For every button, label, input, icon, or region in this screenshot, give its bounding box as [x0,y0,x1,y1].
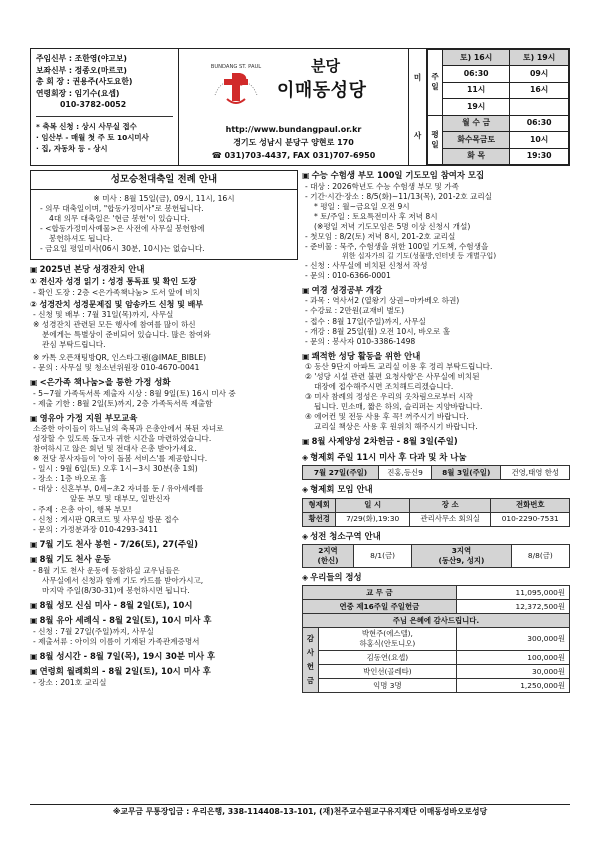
table-row [303,545,570,568]
feast-line: - 의무 대축일이며, "합동가정미사"로 봉헌됩니다. [40,204,204,214]
table-cell: 2지역 (한신) [303,545,354,568]
july-prayer-heading: ▣ 7월 기도 천사 봉헌 - 7/26(토), 27(주일) [30,538,198,549]
table-cell: 8/8(금) [511,545,569,568]
website-url[interactable]: http://www.bundangpaul.or.kr [225,125,362,134]
mass-time [510,99,569,115]
mass-time: 19시 [443,99,510,115]
summer-bible-line: - 문의 : 봉사자 010-3386-1498 [305,336,416,346]
mass-time: 토) 16시 [443,50,510,66]
address: 경기도 성남시 분당구 양현로 170 [233,138,354,147]
angel-line: 사무실에서 신청과 함께 기도 카드를 받아가시고, [42,575,204,585]
bible-line: 분에게는 특별상이 준비되어 있습니다. 많은 참여와 [42,330,211,340]
right-column [302,170,570,776]
exam-line: * 평일 : 월~금요일 오전 9시 [314,201,410,211]
exam-line: - 첫모임 : 8/2(토) 저녁 8시, 201-2호 교리실 [305,231,456,241]
table-header-row [303,498,570,512]
bible-line: ※ 카톡 오픈채팅방QR, 인스타그램(@IMAE_BIBLE) [33,353,207,363]
square-icon: ▣ [302,285,310,295]
holy-hour-heading: ▣ 8월 성시간 - 8월 7일(목), 19시 30분 미사 후 [30,650,216,661]
mass-time: 토) 19시 [510,50,569,66]
clean-line: ① 동산 9단지 아파트 교리실 이용 후 정리 부탁드립니다. [305,362,493,372]
donor-name: 익명 3명 [319,679,457,693]
table-cell: 7/29(화),19:30 [336,512,410,526]
aug-angel-heading: ▣ 8월 기도 천사 운동 [30,554,111,565]
donor-amount: 30,000원 [456,665,569,679]
staff-funeral: 연령회장 : 임기수(요셉) [36,88,120,98]
square-icon: ▣ [302,351,310,361]
bulletin-page [30,48,570,818]
parish-logo [205,55,267,117]
angel-line: - 8월 기도 천사 운동에 동참하실 교우님들은 [33,565,180,575]
table-cell: 8/1(금) [353,545,411,568]
donor-amount: 100,000원 [456,651,569,665]
cleaning-heading: ◈ 성전 청소구역 안내 [302,530,381,541]
parish-title: 이매동성당 [277,80,367,101]
square-icon: ▣ [302,437,310,447]
logo-text: BUNDANG ST. PAUL [210,64,262,70]
infant-line: 성장할 수 있도록 돕고자 귀한 시간을 마련하였습니다. [33,434,212,444]
mass-time: 19:30 [510,148,569,164]
tea-heading: ◈ 형제회 주일 11시 미사 후 다과 및 차 나눔 [302,451,467,462]
exam-line: * 토/주일 : 토요특전미사 후 저녁 8시 [314,211,438,221]
table-row [303,614,570,628]
left-notices [30,264,298,688]
table-cell: 건영,태영 한성 [501,466,570,480]
table-cell: 3지역 (동산9, 성지) [412,545,511,568]
bible-line: - 문의 : 사무실 및 청소년위원장 010-4670-0041 [33,363,200,373]
mass-label [409,49,427,165]
feast-title: 성모승천대축일 전례 안내 [31,174,297,190]
clean-line: 됩니다. 민소매, 짧은 하의, 슬리퍼는 지양바랍니다. [314,402,483,412]
infant-line: 앞둔 부모 및 대부모, 일반신자 [70,494,171,504]
feast-line: ※ 미사 : 8월 15일(금), 09시, 11시, 16시 [93,194,235,204]
table-row [303,466,570,480]
square-icon: ▣ [302,171,310,180]
exam-line: (※평일 저녁 기도모임은 5명 이상 신청시 개설) [314,221,471,231]
exam-line: 위한 십자가의 길 기도(성물방,인터넷 등 개별구입) [342,251,497,260]
blessing-line: * 축복 신청 : 상시 사무실 접수 [36,121,137,131]
cleaning-table [302,544,570,568]
mass-day: 화 목 [443,148,510,164]
square-icon: ▣ [30,264,38,274]
mass-time: 11시 [443,82,510,98]
table-cell: 교 무 금 [303,586,457,600]
exam-line: - 신청 : 사무실에 비치된 신청서 작성 [305,260,428,270]
infant-baptism-heading: ▣ 8월 유아 세례식 - 8월 2일(토), 10시 미사 후 [30,615,212,626]
baptism-line: - 신청 : 7월 27일(주일)까지, 사무실 [33,626,154,636]
bible-line: 관심 부탁드립니다. [42,340,106,350]
sunday-label: 주 일 [428,50,443,116]
table-row [303,628,570,651]
mass-table [427,49,569,165]
table-row [303,665,570,679]
angel-line: 마지막 주일(8/30-31)에 봉헌하시면 됩니다. [42,585,190,595]
infant-line: 소중한 아이들이 하느님의 축복과 은총안에서 복된 자녀로 [33,424,224,434]
parish-title-top: 분당 [311,57,340,75]
bible-line: ※ 성경잔치 관련된 모든 행사에 참여를 많이 하신 [33,320,196,330]
table-header: 장 소 [409,498,491,512]
table-cell: 010-2290-7531 [491,512,570,526]
summer-bible-line: - 수강료 : 2만원(교재비 별도) [305,306,405,316]
clean-line: 대장에 접수해주시면 조치해드리겠습니다. [314,382,454,392]
square-icon: ▣ [30,667,38,677]
feast-line: - <합동가정미사예물>은 사전에 사무실 봉헌함에 [40,224,205,234]
infant-education-heading: ▣ 영유아 가정 지원 부모교육 [30,412,138,423]
blessing-notice [36,116,173,154]
feast-line: - 금요일 평일미사(06시 30분, 10시)는 없습니다. [40,244,205,254]
brand-block [179,49,409,165]
clean-line: ④ 에어컨 및 전등 사용 후 꼭! 꺼주시기 바랍니다. [305,412,469,422]
mass-time: 16시 [510,82,569,98]
infant-line: - 장소 : 1층 바오로 홀 [33,474,107,484]
diamond-icon: ◈ [302,572,309,582]
exam-line: - 문의 : 010-6366-0001 [305,270,391,280]
bookshare-line: - 제출 기한 : 8월 2일(토)까지, 2층 가족독서록 제출함 [33,398,213,408]
telephone [179,151,408,162]
footer-bank-info: ※교무금 무통장입금 : 우리은행, 338-114408-13-101, (재)천주교수원교구유지재단 이매동성바오로성당 [30,804,570,818]
memorial-line: - 장소 : 201호 교리실 [33,677,107,687]
weekday-label: 평 일 [428,115,443,164]
donor-amount: 300,000원 [456,628,569,651]
exam-line: - 준비물 : 묵주, 수험생을 위한 100일 기도책, 수험생을 [305,241,489,251]
feast-line: 4대 의무 대축일은 '현금 봉헌'이 있습니다. [49,214,190,224]
square-icon: ▣ [30,555,38,565]
telephone-text: 031)703-4437, FAX 031)707-6950 [224,151,376,160]
infant-line: - 일시 : 9월 6일(토) 오후 1시~3시 30분(총 1회) [33,464,198,474]
square-icon: ▣ [30,600,38,610]
meeting-heading: ◈ 형제회 모임 안내 [302,484,373,495]
table-cell: 12,372,500원 [456,600,569,614]
table-row [303,679,570,693]
bookshare-line: - 5~7월 가족독서록 제출자 시상 : 8월 9일(토) 16시 미사 중 [33,388,236,398]
mass-time: 06:30 [510,115,569,131]
donor-amount: 1,250,000원 [456,679,569,693]
blessing-line: · 집, 자동차 등 - 상시 [36,143,108,153]
table-row [303,512,570,526]
blessing-line: · 임산부 - 매월 첫 주 토 10시미사 [36,132,149,142]
table-cell: 관리사무소 회의실 [409,512,491,526]
clean-heading: ▣ 쾌적한 성당 활동을 위한 안내 [302,350,421,361]
staff-info [31,49,179,165]
diamond-icon: ◈ [302,452,309,462]
table-header: 형제회 [303,498,336,512]
left-column [30,170,298,776]
table-cell: 7월 27일(주일) [303,466,379,480]
bible-line: - 확인 도장 : 2층 <은가족책나눔> 도서 앞에 비치 [33,287,200,297]
staff-assistant: 보좌신부 : 정종오(마르코) [36,65,127,75]
exam-line: - 기간·시간·장소 : 8/5(화)~11/13(목), 201-2호 교리실 [305,191,493,201]
diamond-icon: ◈ [302,531,309,541]
table-row [303,586,570,600]
diamond-icon: ◈ [302,485,309,495]
phone-icon: ☎ [211,151,225,160]
mass-day: 월 수 금 [443,115,510,131]
content-columns [30,170,570,776]
table-cell: 황선경 [303,512,336,526]
table-row [303,600,570,614]
infant-line: - 신청 : 게시판 QR코드 및 사무실 방문 접수 [33,514,179,524]
staff-pastor: 주임신부 : 조한영(야고보) [36,54,127,63]
donor-name: 김동연(요셉) [319,651,457,665]
square-icon: ▣ [30,413,38,423]
mass-schedule [409,49,569,165]
meeting-table [302,498,570,527]
table-header: 일 시 [336,498,410,512]
infant-line: - 주제 : 은총 아이, 행복 부모! [33,504,132,514]
table-cell: 11,095,000원 [456,586,569,600]
baptism-line: - 제출서류 : 아이의 이름이 기재된 가족관계증명서 [33,636,200,646]
mass-time: 06:30 [443,66,510,82]
summer-bible-line: - 과목 : 역사서2 (열왕기 상권~마카베오 하권) [305,296,460,306]
mass-time: 10시 [510,132,569,148]
infant-line: 참여하시고 않은 회년 및 전대사 은총 받아가세요. [33,444,197,454]
table-cell: 진홍,등신9 [379,466,432,480]
finance-heading: ◈ 우리들의 정성 [302,571,362,582]
mass-label-char: 사 [413,130,422,140]
feast-line: 봉헌하셔도 됩니다. [49,234,113,244]
donor-name: 박인선(골레타) [319,665,457,679]
second-collection-heading: ▣ 8월 사제양성 2차헌금 - 8월 3일(주일) [302,436,458,447]
thanks-cell: 주님 은혜에 감사드립니다. [303,614,570,628]
exam-heading: ▣ 수능 수험생 부모 100일 기도모임 참여자 모집 [302,170,485,180]
summer-bible-line: - 접수 : 8월 17일(주일)까지, 사무실 [305,316,426,326]
square-icon: ▣ [30,539,38,549]
mass-day: 화수목금토 [443,132,510,148]
square-icon: ▣ [30,616,38,626]
bible-step: ① 전신자 성경 읽기 : 성경 통독표 및 확인 도장 [30,277,197,287]
bible-step: ② 성경잔치 성경문제집 및 암송카드 신청 및 배부 [30,299,204,309]
bookshare-heading: ▣ <은가족 책나눔>을 통한 가정 성화 [30,377,171,388]
square-icon: ▣ [30,651,38,661]
heart-mass-heading: ▣ 8월 성모 신심 미사 - 8월 2일(토), 10시 [30,599,193,610]
exam-line: - 대상 : 2026학년도 수능 수험생 부모 및 가족 [305,181,459,191]
staff-president: 총 회 장 : 권용주(사도요한) [36,77,133,87]
staff-phone: 010-3782-0052 [60,100,127,110]
summer-bible-heading: ▣ 여경 성경공부 개강 [302,284,383,295]
infant-line: ※ 전당 봉사자들이 '아이 돌봄 서비스'를 제공합니다. [33,454,208,464]
square-icon: ▣ [30,378,38,388]
clean-line: ③ 미사 참례의 정성은 우리의 옷차림으로부터 시작 [305,392,473,402]
header [30,48,570,166]
feast-box [30,170,298,260]
table-cell: 연중 제16주일 주일헌금 [303,600,457,614]
tea-table [302,465,570,480]
infant-line: - 대상 : 신혼부부, 0세~초2 자녀를 둔 / 유아세례를 [33,484,204,494]
bible-line: - 신청 및 배부 : 7월 31일(목)까지, 사무실 [33,310,174,320]
table-cell: 8월 3일(주일) [432,466,501,480]
bible-festival-heading: ▣ 2025년 본당 성경잔치 안내 [30,263,145,274]
table-row [303,651,570,665]
clean-line: ② '성당 시설 관련 불편 요청사항'은 사무실에 비치된 [305,372,480,382]
finance-table [302,585,570,693]
mass-label-char: 미 [413,72,422,82]
donation-label: 감 사 헌 금 [303,628,319,693]
mass-time: 09시 [510,66,569,82]
summer-bible-line: - 개강 : 8월 25일(월) 오전 10시, 바오로 홀 [305,326,451,336]
clean-line: 교리실 책상은 사용 후 원위치 해주시기 바랍니다. [314,422,478,432]
memorial-heading: ▣ 연령회 월례회의 - 8월 2일(토), 10시 미사 후 [30,666,211,677]
infant-line: - 문의 : 가정분과장 010-4293-3411 [33,524,158,534]
table-header: 전화번호 [491,498,570,512]
donor-name: 박현주(에스텔), 하홍식(안토니오) [319,628,457,651]
